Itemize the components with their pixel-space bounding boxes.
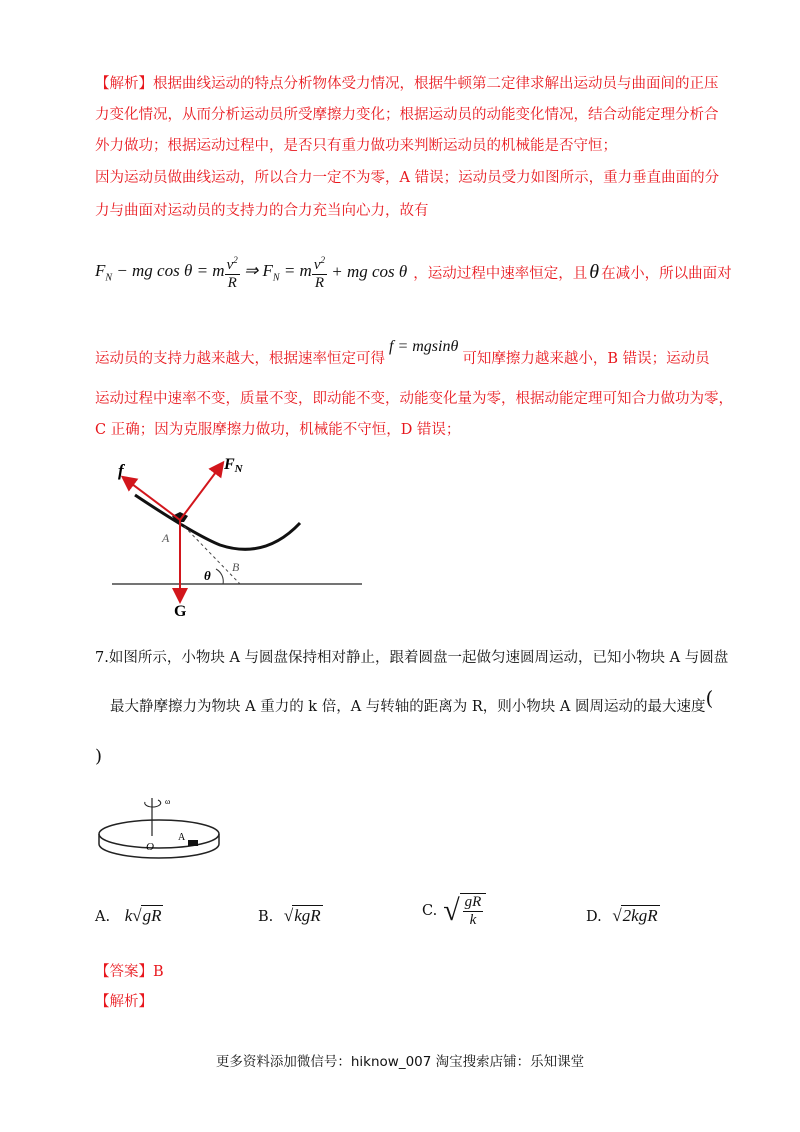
block-A (188, 840, 198, 846)
analysis-line-2: 力变化情况，从而分析运动员所受摩擦力变化；根据运动员的动能变化情况，结合动能定理分析合 (95, 107, 719, 123)
friction-text-2: 可知摩擦力越来越小，B 错误；运动员 (462, 351, 710, 367)
label-disk-A: A (178, 832, 186, 843)
label-B: B (232, 560, 240, 574)
option-D-radicand: 2kgR (622, 906, 658, 925)
force-diagram (100, 450, 380, 620)
option-A-radicand: gR (142, 906, 162, 925)
formula-fraction-1: $\frac{v^2}{R}$ (225, 252, 240, 292)
analysis-line-1: 【解析】根据曲线运动的特点分析物体受力情况，根据牛顿第二定律求解出运动员与曲面间的正压 (95, 76, 719, 92)
friction-text-1: 运动员的支持力越来越大，根据速率恒定可得 (95, 351, 385, 367)
curved-surface (135, 495, 300, 549)
formula-implies: ⇒ $F_N = m$ (239, 260, 312, 284)
rotating-disk-diagram (92, 790, 232, 870)
option-C-fraction: $\frac{gR}{k}$ (460, 893, 487, 929)
formula-equation: $F_N$ − mg cos θ = m (95, 260, 225, 284)
option-D[interactable]: D. √2kgR (586, 906, 658, 925)
option-B-radicand: kgR (294, 906, 321, 925)
normal-force-arrow (180, 464, 222, 520)
theta-arc (216, 569, 223, 584)
analysis-line-9: C 正确；因为克服摩擦力做功，机械能不守恒，D 错误； (95, 422, 461, 438)
formula-theta: θ (589, 260, 600, 283)
question-7-line-1: 7.如图所示，小物块 A 与圆盘保持相对静止，跟着圆盘一起做匀速圆周运动，已知小物块 A 与圆盘 (95, 650, 729, 666)
label-f: f (118, 461, 124, 480)
option-A-coef: k (124, 906, 133, 925)
question-7-line-2 (110, 686, 714, 716)
disk-side (99, 834, 219, 858)
label-G: G (174, 603, 187, 620)
formula-line (95, 252, 732, 292)
formula-text-2: 在减小，所以曲面对 (601, 265, 732, 282)
friction-equation: f = mgsinθ (389, 338, 459, 355)
label-O: O (146, 841, 154, 853)
option-D-label: D. (586, 909, 602, 925)
rotation-arrow-icon (145, 800, 161, 807)
formula-fraction-2: $\frac{v^2}{R}$ (312, 252, 327, 292)
option-C[interactable]: C. √ $\frac{gR}{k}$ (422, 893, 486, 929)
analysis-line-5: 力与曲面对运动员的支持力的合力充当向心力，故有 (95, 203, 429, 219)
answer-line: 【答案】B (95, 964, 164, 980)
paren-close: ) (95, 746, 103, 767)
formula-tail-math: + mg cos θ (326, 262, 408, 281)
option-C-label: C. (422, 903, 438, 919)
option-A-label: A. (95, 909, 111, 925)
friction-line (95, 333, 710, 368)
disk-top (99, 820, 219, 848)
label-omega: ω (165, 797, 171, 806)
analysis-line-3: 外力做功；根据运动过程中，是否只有重力做功来判断运动员的机械能是否守恒； (95, 138, 617, 154)
option-A[interactable]: A. k√gR (95, 906, 162, 925)
analysis-line-8: 运动过程中速率不变，质量不变，即动能不变，动能变化量为零，根据动能定理可知合力做功为零， (95, 391, 733, 407)
friction-arrow (124, 478, 180, 520)
page-footer: 更多资料添加微信号：hiknow_007 淘宝搜索店铺：乐知课堂 (215, 1054, 585, 1070)
formula-text-1: ，运动过程中速率恒定，且 (413, 265, 588, 282)
label-FN: FN (224, 456, 243, 475)
option-B-label: B. (258, 909, 274, 925)
label-theta: θ (204, 568, 211, 583)
paren-open: ( (705, 686, 714, 710)
option-B[interactable]: B. √kgR (258, 906, 321, 925)
question-7-line-2-text: 最大静摩擦力为物块 A 重力的 k 倍，A 与转轴的距离为 R，则小物块 A 圆周运动的最大速度 (110, 699, 706, 715)
analysis-line-4: 因为运动员做曲线运动，所以合力一定不为零，A 错误；运动员受力如图所示，重力垂直曲面的分 (95, 170, 720, 186)
label-A: A (162, 531, 170, 545)
analysis-header: 【解析】 (95, 994, 153, 1010)
